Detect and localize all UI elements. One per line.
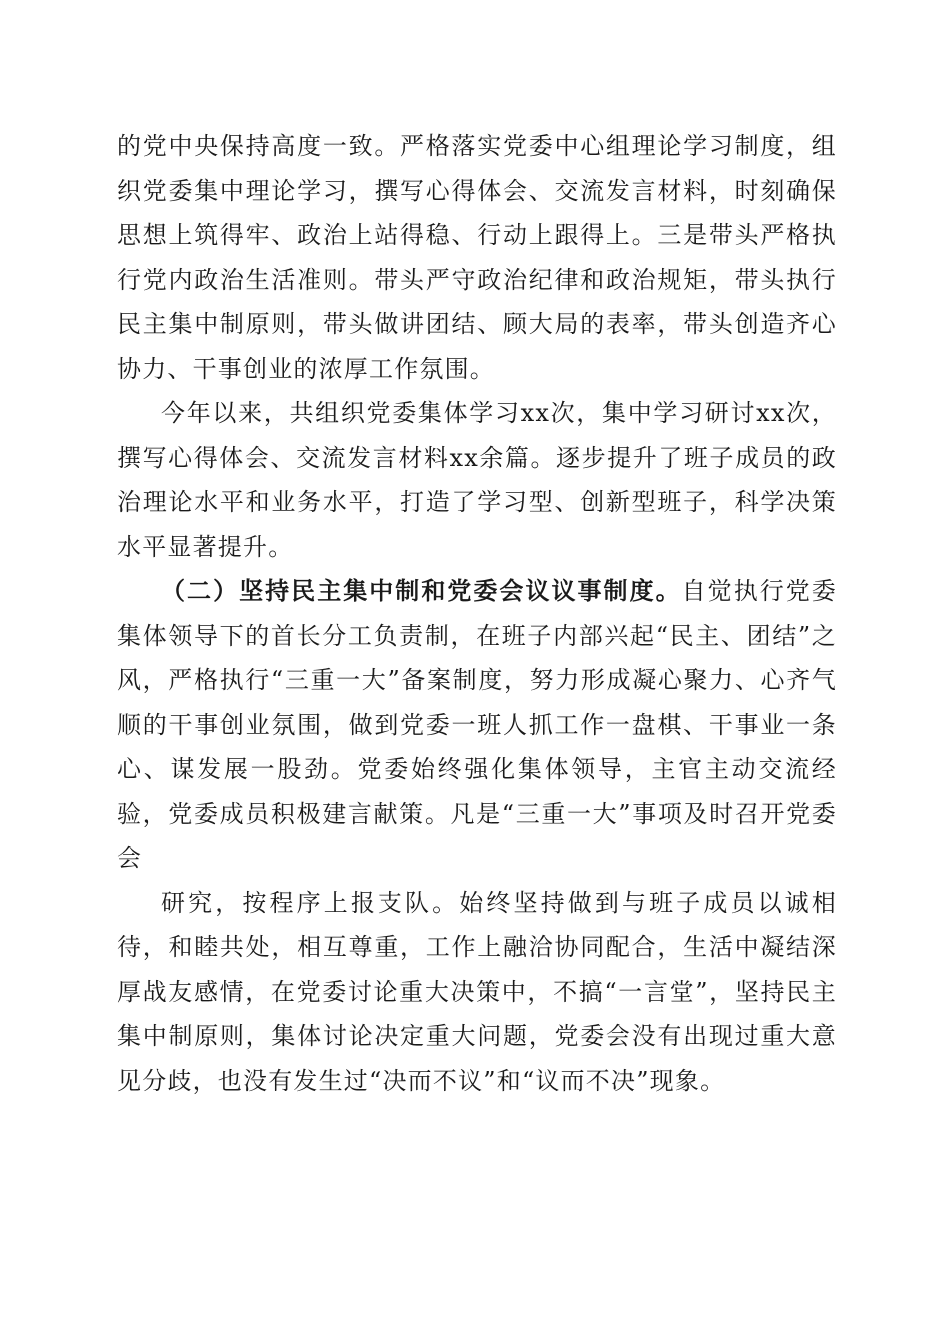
paragraph-democratic-centralism: [117, 569, 837, 881]
paragraph-text: 的党中央保持高度一致。严格落实党委中心组理论学习制度，组织党委集中理论学习，撰写心得体会、交流发言材料，时刻确保思想上筑得牢、政治上站得稳、行动上跟得上。三是带头严格执行党内政治生活准则。带头严守政治纪律和政治规矩，带头执行民主集中制原则，带头做讲团结、顾大局的表率，带头创造齐心协力、干事创业的浓厚工作氛围。: [117, 132, 837, 383]
paragraph-text: 今年以来，共组织党委集体学习xx次，集中学习研讨xx次，撰写心得体会、交流发言材料xx余篇。逐步提升了班子成员的政治理论水平和业务水平，打造了学习型、创新型班子，科学决策水平显著提升。: [117, 399, 837, 561]
paragraph-study-summary: [117, 391, 837, 569]
paragraph-text: 自觉执行党委集体领导下的首长分工负责制，在班子内部兴起“民主、团结”之风，严格执行“三重一大”备案制度，努力形成凝心聚力、心齐气顺的干事创业氛围，做到党委一班人抓工作一盘棋、干事业一条心、谋发展一股劲。党委始终强化集体领导，主官主动交流经验，党委成员积极建言献策。凡是“三重一大”事项及时召开党委会: [117, 577, 837, 872]
paragraph-research-report: [117, 881, 837, 1104]
section-heading: （二）坚持民主集中制和党委会议议事制度。: [161, 576, 682, 605]
paragraph-text: 研究，按程序上报支队。始终坚持做到与班子成员以诚相待，和睦共处，相互尊重，工作上融洽协同配合，生活中凝结深厚战友感情，在党委讨论重大决策中，不搞“一言堂”，坚持民主集中制原则，集体讨论决定重大问题，党委会没有出现过重大意见分歧，也没有发生过“决而不议”和“议而不决”现象。: [117, 888, 837, 1095]
document-body: [117, 124, 837, 1103]
paragraph-continuation: [117, 124, 837, 391]
